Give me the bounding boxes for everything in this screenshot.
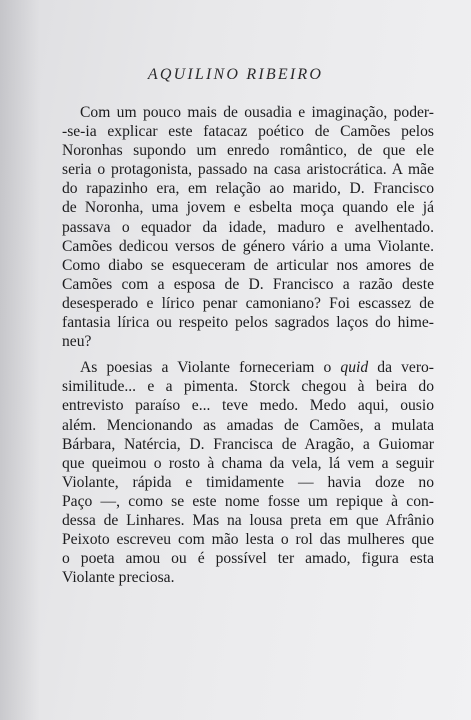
text-line: além. Mencionando as amadas de Camões, a mulata [62, 416, 434, 434]
paragraph-gap [62, 351, 434, 358]
text-line: similitude... e a pimenta. Storck chegou à beira do [62, 378, 434, 396]
body-text [62, 103, 434, 587]
text-line: Peixoto escreveu com mão lesta o rol das mulheres que [62, 531, 434, 549]
text-line: As poesias a Violante forneceriam o quid da vero- [80, 359, 434, 377]
text-line: Violante, rápida e timidamente — havia doze no [62, 473, 434, 491]
text-line: Camões dedicou versos de género vário a uma Violante. [62, 237, 434, 255]
text-line: Bárbara, Natércia, D. Francisca de Aragão, a Guiomar [62, 435, 434, 453]
running-head: AQUILINO RIBEIRO [147, 66, 324, 83]
text-line: seria o protagonista, passado na casa aristocrática. A mãe [62, 161, 434, 179]
text-line: de Noronha, uma jovem e esbelta moça quando ele já [62, 199, 434, 217]
text-line: passava o equador da idade, maduro e avelhentado. [62, 218, 434, 236]
text-line: fantasia lírica ou respeito pelos sagrados laços do hime- [62, 314, 434, 332]
paragraph-2 [62, 358, 434, 587]
text-line: Paço —, como se este nome fosse um repique à con- [62, 492, 434, 510]
text-line: Camões com a esposa de D. Francisco a razão deste [62, 275, 434, 293]
paragraph-1 [62, 103, 434, 351]
text-line: desesperado e lírico penar camoniano? Foi escassez de [62, 294, 434, 312]
text-line: Como diabo se esqueceram de articular nos amores de [62, 256, 434, 274]
text-line: Violante preciosa. [62, 569, 175, 587]
text-line: Noronhas supondo um enredo romântico, de que ele [62, 142, 434, 160]
italic-word: quid [340, 359, 369, 377]
text-line: do rapazinho era, em relação ao marido, D. Francisco [62, 180, 434, 198]
text-line: dessa de Linhares. Mas na lousa preta em que Afrânio [62, 511, 434, 529]
page-gutter-shadow [0, 0, 40, 720]
text-line: entrevisto paraíso e... teve medo. Medo aqui, ousio [62, 397, 434, 415]
text-line: o poeta amou ou é possível ter amado, figura esta [62, 550, 434, 568]
text-line: -se-ia explicar este fatacaz poético de Camões pelos [62, 123, 434, 141]
text-line: Com um pouco mais de ousadia e imaginação, poder- [80, 104, 434, 121]
text-line: que queimou o rosto à chama da vela, lá vem a seguir [62, 454, 434, 472]
text-line: neu? [62, 333, 92, 351]
